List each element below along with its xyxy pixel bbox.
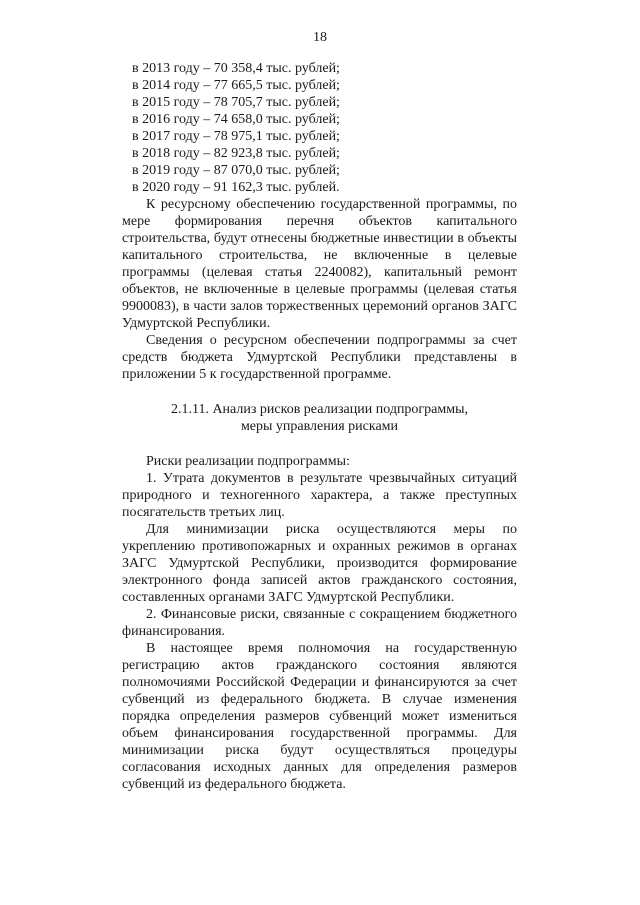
section-heading xyxy=(122,401,517,435)
list-item: в 2015 году – 78 705,7 тыс. рублей; xyxy=(132,95,340,110)
section-heading-line: меры управления рисками xyxy=(240,419,399,434)
list-item: в 2016 году – 74 658,0 тыс. рублей; xyxy=(132,112,340,127)
page-number: 18 xyxy=(313,30,327,45)
paragraph-risk-2: 2. Финансовые риски, связанные с сокращением бюджетного финансирования. xyxy=(122,607,517,639)
list-item: в 2013 году – 70 358,4 тыс. рублей; xyxy=(132,61,340,76)
list-item: в 2017 году – 78 975,1 тыс. рублей; xyxy=(132,129,340,144)
paragraph-risks-intro: Риски реализации подпрограммы: xyxy=(146,454,350,469)
paragraph-appendix-reference: Сведения о ресурсном обеспечении подпрограммы за счет средств бюджета Удмуртской Республики представлены в приложении 5 к государственной программе. xyxy=(122,333,517,382)
budget-by-year-list xyxy=(132,60,517,196)
list-item: в 2018 году – 82 923,8 тыс. рублей; xyxy=(132,146,340,161)
list-item: в 2019 году – 87 070,0 тыс. рублей; xyxy=(132,163,340,178)
paragraph-resource-provision: К ресурсному обеспечению государственной программы, по мере формирования перечня объектов капитального строительства, будут отнесены бюджетные инвестиции в объекты капитального строительства, не включенные в целевые программы (целевая статья 2240082), капитальный ремонт объектов, не включенные в целевые программы (целевая статья 9900083), в части залов торжественных церемоний органов ЗАГС Удмуртской Республики. xyxy=(122,197,517,331)
list-item: в 2020 году – 91 162,3 тыс. рублей. xyxy=(132,180,340,195)
paragraph-risk-1: 1. Утрата документов в результате чрезвычайных ситуаций природного и техногенного характера, а также преступных посягательств третьих лиц. xyxy=(122,471,517,520)
section-heading-line: 2.1.11. Анализ рисков реализации подпрограммы, xyxy=(170,402,469,417)
list-item: в 2014 году – 77 665,5 тыс. рублей; xyxy=(132,78,340,93)
document-body xyxy=(122,60,517,793)
paragraph-risk-1-measures: Для минимизации риска осуществляются меры по укреплению противопожарных и охранных режимов в органах ЗАГС Удмуртской Республики, производится формирование электронного фонда записей актов гражданского состояния, составленных органами ЗАГС Удмуртской Республики. xyxy=(122,522,517,605)
paragraph-risk-2-measures: В настоящее время полномочия на государственную регистрацию актов гражданского состояния являются полномочиями Российской Федерации и финансируются за счет субвенций из федерального бюджета. В случае изменения порядка определения размеров субвенций может измениться объем финансирования государственной программы. Для минимизации риска будут осуществляться процедуры согласования исходных данных для определения размеров субвенций из федерального бюджета. xyxy=(122,641,517,792)
